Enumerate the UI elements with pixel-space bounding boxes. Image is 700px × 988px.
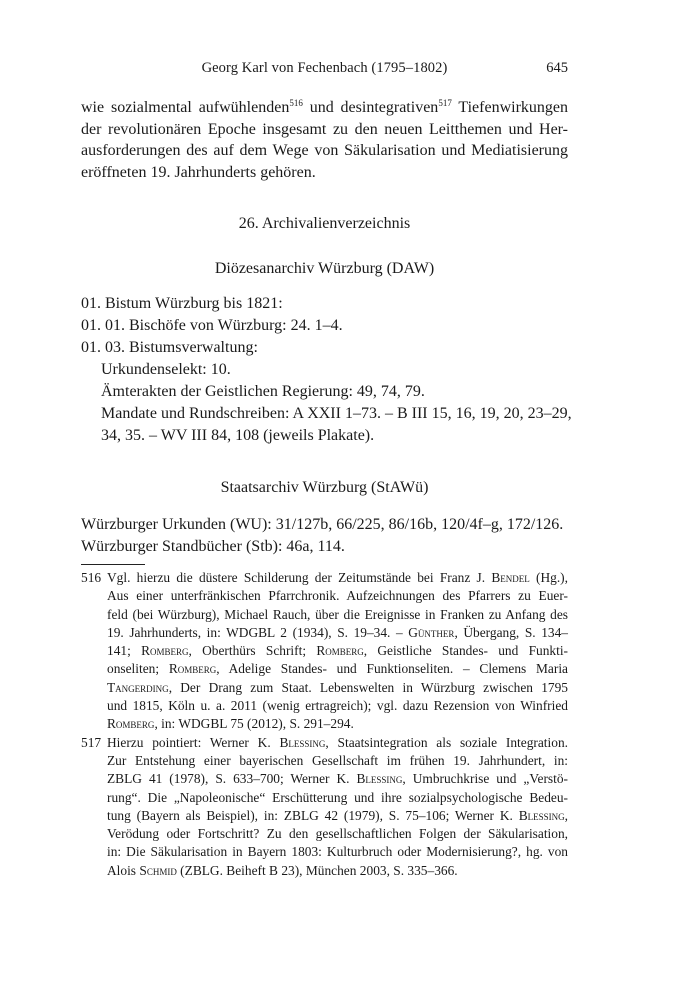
fn-text: tung (Bayern als Beispiel), in: ZBLG 42 (1979), S. 75–106; Werner K.: [107, 807, 519, 823]
author-name: Bendel: [491, 570, 530, 585]
fn-text: , Oberthürs Schrift;: [188, 643, 317, 659]
footnote-number: 516: [81, 570, 102, 585]
footnote-517: [81, 734, 568, 880]
list-item: Würzburger Urkunden (WU): 31/127b, 66/225, 86/16b, 120/4f–g, 172/126.: [81, 516, 564, 533]
footnote-line: Aus einer unterfränkischen Pfarrchronik. Aufzeichnungen des Pfarrers zu Euer-: [107, 588, 568, 604]
author-name: Romberg: [168, 661, 217, 677]
footnote-line: [107, 807, 568, 825]
footnote-number: 517: [81, 734, 102, 750]
list-item: 34, 35. – WV III 84, 108 (jeweils Plakate).: [101, 427, 375, 444]
fn-text: 19. Jahrhunderts, in: WDGBL 2 (1934), S. 19–34. –: [107, 624, 409, 640]
list-item: Ämterakten der Geistlichen Regierung: 49, 74, 79.: [101, 383, 425, 400]
archive-heading-daw: Diözesanarchiv Würzburg (DAW): [214, 260, 435, 277]
fn-text: (ZBLG. Beiheft B 23), München 2003, S. 335–366.: [176, 862, 458, 878]
footnote-line: [107, 660, 568, 678]
daw-list: [81, 293, 572, 447]
footnote-line: [107, 770, 568, 788]
chapter-title: 26. Archivalienverzeichnis: [238, 215, 411, 232]
fn-text: , Staatsintegration als soziale Integration.: [325, 734, 568, 750]
footnote-divider: [81, 564, 145, 565]
footnote-line: [107, 679, 568, 697]
footnote-line: [107, 734, 568, 752]
list-item: 01. Bistum Würzburg bis 1821:: [81, 295, 283, 312]
footnote-line: Zur Entstehung einer bayerischen Gesellschaft im frühen 19. Jahrhundert, in:: [107, 752, 568, 768]
author-name: Blessing: [356, 771, 403, 787]
page-number: 645: [546, 60, 568, 76]
footnote-line: und 1815, Köln u. a. 2011 (wenig ertragreich); vgl. dazu Rezension von Winfried: [107, 698, 568, 714]
body-text-span: wie sozialmental aufwühlenden: [81, 99, 290, 116]
body-line: [81, 97, 568, 119]
footnote-line: Verödung oder Fortschritt? Zu den gesellschaftlichen Folgen der Säkularisation,: [107, 826, 568, 842]
list-item: Würzburger Standbücher (Stb): 46a, 114.: [81, 538, 345, 555]
fn-text: , Adelige Standes- und Funktionseliten. – Clemens Maria: [216, 661, 568, 677]
footnote-line: [107, 862, 568, 880]
author-name: Blessing: [279, 734, 326, 750]
body-line: der revolutionären Epoche insgesamt zu den neuen Leitthemen und Her-: [81, 120, 568, 138]
fn-text: 141;: [107, 643, 142, 659]
fn-text: , Umbruchkrise und „Verstö-: [402, 771, 568, 787]
fn-text: Vgl. hierzu die düstere Schilderung der Zeitumstände bei Franz J.: [107, 570, 492, 585]
running-title: Georg Karl von Fechenbach (1795–1802): [201, 60, 448, 76]
body-line: ausforderungen des auf dem Wege von Säkularisation und Mediatisierung: [81, 142, 568, 159]
author-name: Romberg: [107, 716, 155, 732]
author-name: Romberg: [316, 643, 364, 659]
fn-text: , in: WDGBL 75 (2012), S. 291–294.: [154, 716, 354, 732]
body-text-span: und desintegrativen: [302, 99, 439, 116]
author-name: Romberg: [141, 643, 189, 659]
fn-text: ,: [564, 807, 568, 823]
author-name: Schmid: [139, 862, 177, 878]
footnote-ref-516[interactable]: 516: [289, 98, 303, 108]
author-name: Günther: [408, 624, 455, 640]
list-item: Mandate und Rundschreiben: A XXII 1–73. – B III 15, 16, 19, 20, 23–29,: [101, 405, 572, 422]
stawue-list: [81, 514, 568, 558]
fn-text: ZBLG 41 (1978), S. 633–700; Werner K.: [107, 771, 357, 787]
footnote-line: [107, 642, 568, 660]
footnote-ref-517[interactable]: 517: [438, 98, 452, 108]
list-item: 01. 01. Bischöfe von Würzburg: 24. 1–4.: [81, 317, 343, 334]
running-head: [81, 60, 568, 82]
fn-text: Alois: [107, 862, 140, 878]
footnote-line: rung“. Die „Napoleonische“ Erschütterung und ihre sozialpsychologische Bedeu-: [107, 789, 568, 805]
author-name: Tangerding: [107, 679, 169, 695]
footnote-line: feld (bei Würzburg), Michael Rauch, über die Ereignisse in Franken zu Anfang des: [107, 606, 568, 622]
fn-text: onseliten;: [107, 661, 169, 677]
footnote-line: in: Die Säkularisation in Bayern 1803: Kulturbruch oder Modernisierung?, hg. von: [107, 844, 568, 860]
fn-text: (Hg.),: [529, 570, 568, 585]
fn-text: , Der Drang zum Staat. Lebenswelten in Würzburg zwischen 1795: [168, 679, 568, 695]
fn-text: , Geistliche Standes- und Funkti-: [363, 643, 569, 659]
list-item: 01. 03. Bistumsverwaltung:: [81, 339, 258, 356]
footnote-516: [81, 569, 568, 734]
body-text-span: Tiefenwirkungen: [451, 99, 569, 116]
footnote-line: [107, 715, 568, 733]
footnotes: [81, 569, 568, 880]
author-name: Blessing: [518, 807, 565, 823]
list-item: Urkundenselekt: 10.: [101, 361, 231, 378]
footnote-line: [107, 569, 568, 587]
body-line: eröffneten 19. Jahrhunderts gehören.: [81, 163, 316, 181]
archive-heading-stawue: Staatsarchiv Würzburg (StAWü): [220, 479, 429, 496]
fn-text: Hierzu pointiert: Werner K.: [107, 734, 280, 750]
footnote-line: [107, 624, 568, 642]
fn-text: , Übergang, S. 134–: [454, 624, 568, 640]
body-paragraph: [81, 97, 568, 183]
